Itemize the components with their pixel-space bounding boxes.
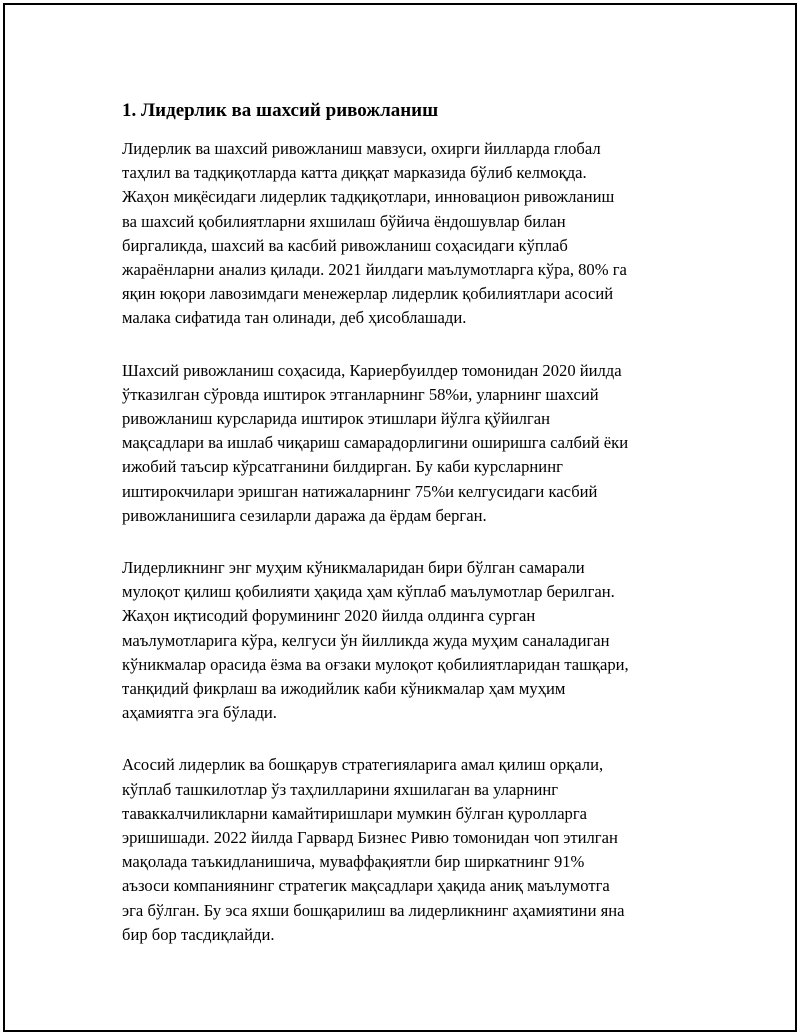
paragraph-line: ривожланиш курсларида иштирок этишлари йўлга қўйилган (122, 409, 550, 429)
document-body (122, 97, 692, 975)
paragraph (122, 359, 692, 528)
paragraph-line: Асосий лидерлик ва бошқарув стратегияларига амал қилиш орқали, (122, 755, 604, 775)
paragraph-line: Шахсий ривожланиш соҳасида, Кариербуилдер томонидан 2020 йилда (122, 360, 622, 380)
paragraph-line: мақсадлари ва ишлаб чиқариш самарадорлигини оширишга салбий ёки (122, 433, 629, 453)
paragraph-line: яқин юқори лавозимдаги менежерлар лидерлик қобилиятлари асосий (122, 284, 614, 304)
paragraph-line: таҳлил ва тадқиқотларда катта диққат марказида бўлиб келмоқда. (122, 163, 587, 183)
paragraph-line: ўтказилган сўровда иштирок этганларнинг 58%и, уларнинг шахсий (122, 384, 599, 404)
paragraph-line: кўплаб ташкилотлар ўз таҳлилларини яхшилаган ва уларнинг (122, 779, 559, 799)
paragraph-line: ривожланишига сезиларли даража да ёрдам берган. (122, 505, 487, 525)
document-page (3, 3, 797, 1032)
paragraph-line: аъзоси компаниянинг стратегик мақсадлари ҳақида аниқ маълумотга (122, 876, 610, 896)
paragraph (122, 137, 692, 331)
paragraph-line: эришишади. 2022 йилда Гарвард Бизнес Ривю томонидан чоп этилган (122, 828, 618, 848)
paragraph-line: таваккалчиликларни камайтиришлари мумкин бўлган қуролларга (122, 803, 588, 823)
paragraph (122, 753, 692, 947)
paragraph-line: Лидерлик ва шахсий ривожланиш мавзуси, охирги йилларда глобал (122, 139, 601, 158)
paragraph (122, 556, 692, 725)
paragraph-line: мақолада таъкидланишича, муваффақиятли бир ширкатнинг 91% (122, 852, 585, 872)
paragraph-line: Жаҳон иқтисодий форумининг 2020 йилда олдинга сурган (122, 606, 536, 626)
paragraph-line: эга бўлган. Бу эса яхши бошқарилиш ва лидерликнинг аҳамиятини яна (122, 900, 625, 920)
paragraph-line: маълумотларига кўра, келгуси ўн йилликда жуда муҳим саналадиган (122, 630, 610, 650)
paragraph-container (122, 137, 692, 947)
paragraph-line: малака сифатида тан олинади, деб ҳисоблашади. (122, 308, 467, 328)
paragraph-line: танқидий фикрлаш ва ижодийлик каби кўникмалар ҳам муҳим (122, 679, 566, 699)
paragraph-line: аҳамиятга эга бўлади. (122, 703, 277, 723)
paragraph-line: жараёнларни анализ қилади. 2021 йилдаги маълумотларга кўра, 80% га (122, 260, 627, 280)
paragraph-line: биргаликда, шахсий ва касбий ривожланиш соҳасидаги кўплаб (122, 235, 568, 255)
paragraph-line: бир бор тасдиқлайди. (122, 924, 275, 944)
paragraph-line: Жаҳон миқёсидаги лидерлик тадқиқотлари, инновацион ривожланиш (122, 187, 615, 207)
paragraph-line: иштирокчилари эришган натижаларнинг 75%и келгусидаги касбий (122, 481, 598, 501)
paragraph-line: кўникмалар орасида ёзма ва оғзаки мулоқот қобилиятларидан ташқари, (122, 654, 629, 674)
paragraph-line: ва шахсий қобилиятларни яхшилаш бўйича ёндошувлар билан (122, 211, 566, 231)
paragraph-line: мулоқот қилиш қобилияти ҳақида ҳам кўплаб маълумотлар берилган. (122, 582, 615, 602)
section-heading: 1. Лидерлик ва шахсий ривожланиш (122, 100, 439, 121)
paragraph-line: ижобий таъсир кўрсатганини билдирган. Бу каби курсларнинг (122, 457, 563, 477)
paragraph-line: Лидерликнинг энг муҳим кўникмаларидан бири бўлган самарали (122, 558, 585, 578)
